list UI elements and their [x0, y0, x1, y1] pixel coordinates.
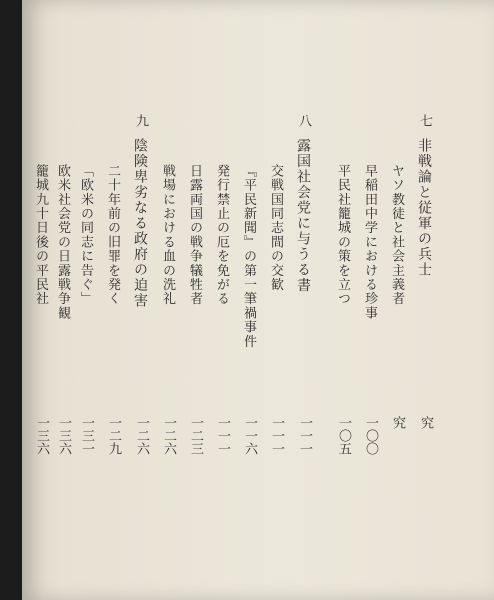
toc-item-page: 一二六: [161, 416, 176, 455]
toc-item-page: 一二三: [188, 416, 203, 455]
toc-item: 二十年前の旧罪を発く: [105, 164, 120, 306]
toc-item: 籠城九十日後の平民社: [33, 164, 48, 306]
toc-item-page: 一一一: [269, 416, 284, 455]
toc-item-page: 究: [390, 416, 405, 429]
section-title-8-page: 一一一: [297, 416, 312, 455]
toc-item-page: 一〇五: [336, 416, 351, 455]
section-title-7: 非戦論と従軍の兵士: [416, 138, 432, 278]
toc-item-page: 一一六: [242, 416, 257, 455]
section-title-9: 陰険卑劣なる政府の迫害: [132, 138, 148, 309]
section-number-9: 九: [133, 114, 148, 128]
section-title-8: 露国社会党に与うる書: [295, 138, 311, 293]
section-title-7-page: 究: [418, 416, 433, 429]
toc-item-page: 一一一: [215, 416, 230, 455]
toc-item: 発行禁止の厄を免がる: [214, 164, 229, 306]
book-page: [22, 0, 494, 600]
toc-item-page: 一二九: [106, 416, 121, 455]
toc-item-page: 一三一: [79, 416, 94, 455]
toc-item: 早稲田中学における珍事: [362, 164, 377, 321]
toc-item-page: 一〇〇: [363, 416, 378, 455]
toc-item: 交戦国同志間の交歓: [268, 164, 283, 292]
toc-item: 戦場における血の洗礼: [160, 164, 175, 306]
toc-item: 平民社籠城の策を立つ: [335, 164, 350, 306]
toc-item: ヤソ教徒と社会主義者: [389, 164, 404, 306]
section-number-7: 七: [417, 114, 432, 128]
toc-item-page: 一三六: [34, 416, 49, 455]
toc-item: 『平民新聞』の第一筆禍事件: [241, 164, 256, 349]
section-title-9-page: 一二六: [134, 416, 149, 455]
section-number-8: 八: [296, 114, 311, 128]
toc-item: 欧米社会党の日露戦争観: [55, 164, 70, 321]
toc-item: 日露両国の戦争犠牲者: [187, 164, 202, 306]
toc-item-page: 一三六: [56, 416, 71, 455]
toc-item: 「欧米の同志に告ぐ」: [78, 164, 93, 306]
